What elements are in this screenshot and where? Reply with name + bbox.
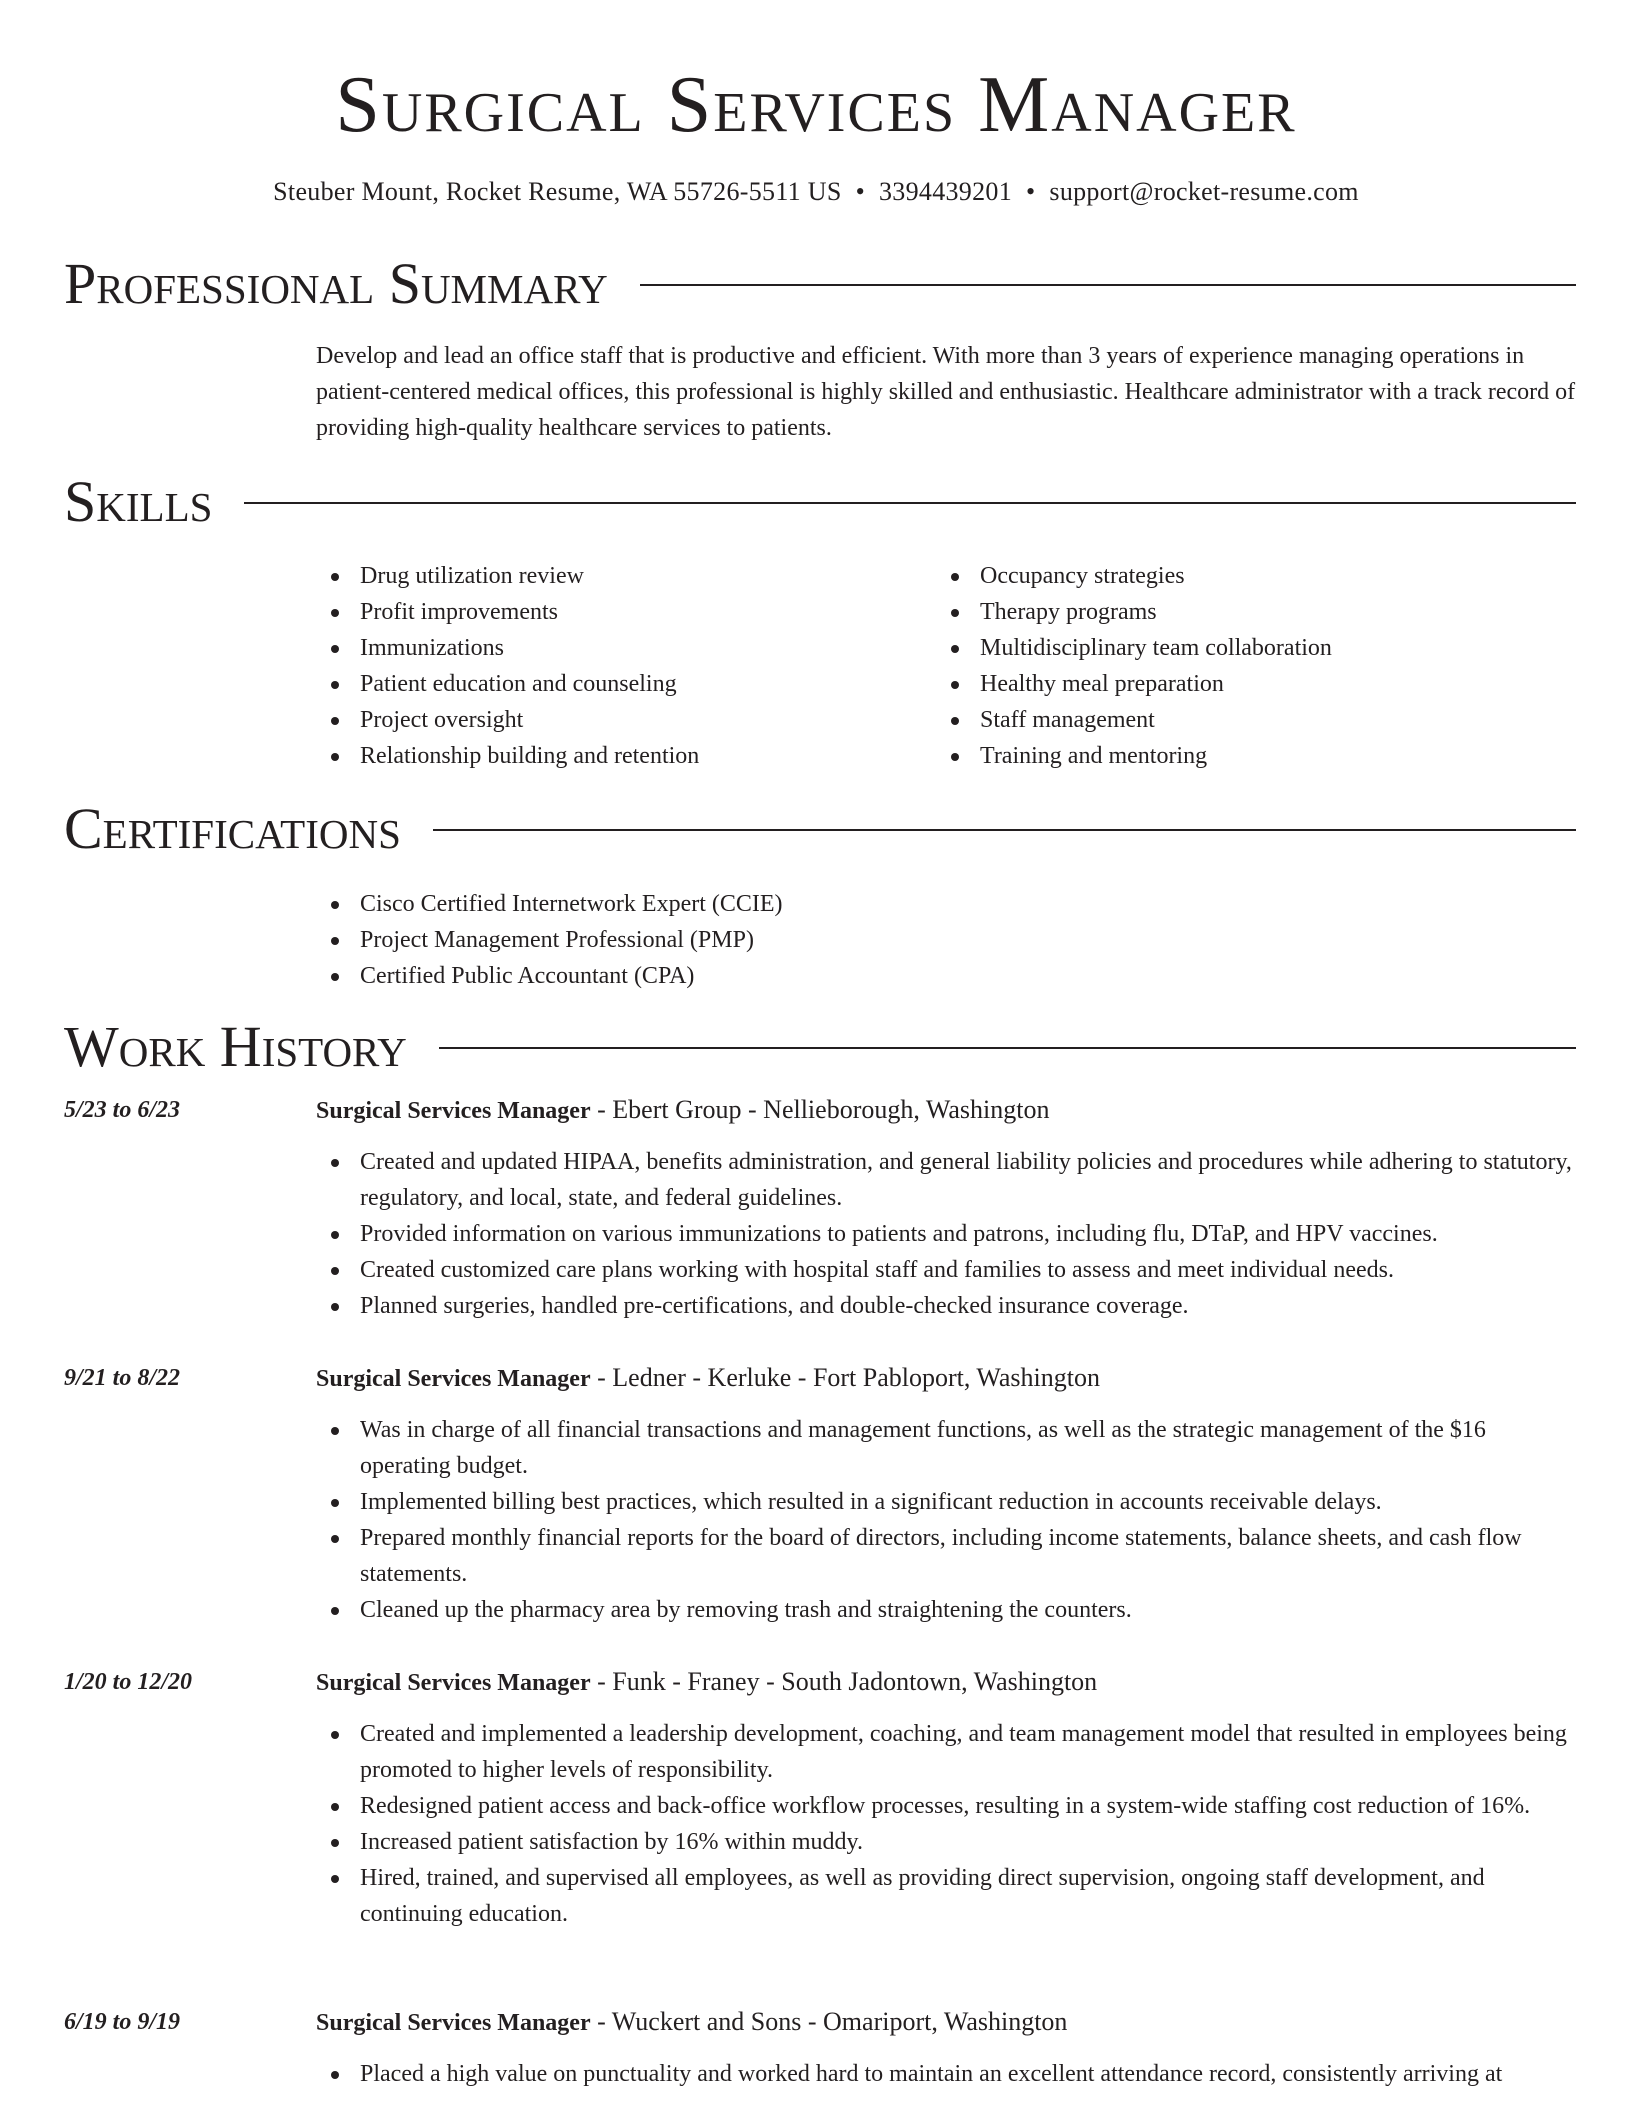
skill-item: Training and mentoring xyxy=(936,738,1576,774)
duty-item: Increased patient satisfaction by 16% within muddy. xyxy=(316,1824,1578,1860)
duty-item: Planned surgeries, handled pre-certifications, and double-checked insurance coverage. xyxy=(316,1288,1578,1324)
skill-item: Occupancy strategies xyxy=(936,558,1576,594)
skill-item: Relationship building and retention xyxy=(316,738,916,774)
skill-item: Staff management xyxy=(936,702,1576,738)
section-divider xyxy=(244,502,1576,504)
job-company: - Wuckert and Sons - Omariport, Washington xyxy=(590,2007,1068,2036)
job-dates: 1/20 to 12/20 xyxy=(64,1669,193,1695)
duty-item: Implemented billing best practices, which resulted in a significant reduction in accounts receivable delays. xyxy=(316,1484,1578,1520)
skill-item: Healthy meal preparation xyxy=(936,666,1576,702)
job-duties xyxy=(316,2056,1578,2092)
section-divider xyxy=(640,284,1576,286)
duty-item: Was in charge of all financial transactions and management functions, as well as the strategic management of the $16 operating budget. xyxy=(316,1412,1578,1484)
skill-item: Therapy programs xyxy=(936,594,1576,630)
job-company: - Funk - Franey - South Jadontown, Washington xyxy=(590,1667,1098,1696)
skill-item: Patient education and counseling xyxy=(316,666,916,702)
certifications-list xyxy=(316,886,1416,994)
job-heading xyxy=(316,2004,1578,2041)
duty-item: Created customized care plans working with hospital staff and families to assess and meet individual needs. xyxy=(316,1252,1578,1288)
skills-list-left xyxy=(316,558,916,774)
section-header-certifications xyxy=(64,797,1576,861)
section-header-work-history xyxy=(64,1015,1576,1079)
duty-item: Placed a high value on punctuality and worked hard to maintain an excellent attendance record, consistently arriving at xyxy=(316,2056,1578,2092)
job-heading xyxy=(316,1664,1578,1701)
duty-item: Created and implemented a leadership development, coaching, and team management model that resulted in employees being promoted to higher levels of responsibility. xyxy=(316,1716,1578,1788)
duty-item: Hired, trained, and supervised all employees, as well as providing direct supervision, ongoing staff development, and continuing education. xyxy=(316,1860,1578,1932)
section-title: Certifications xyxy=(64,796,401,861)
contact-line xyxy=(0,174,1632,210)
job-company: - Ebert Group - Nellieborough, Washington xyxy=(590,1095,1050,1124)
job-duties xyxy=(316,1144,1578,1324)
section-divider xyxy=(439,1047,1576,1049)
duty-item: Provided information on various immunizations to patients and patrons, including flu, DTaP, and HPV vaccines. xyxy=(316,1216,1578,1252)
job-company: - Ledner - Kerluke - Fort Pabloport, Washington xyxy=(590,1363,1100,1392)
duty-item: Cleaned up the pharmacy area by removing trash and straightening the counters. xyxy=(316,1592,1578,1628)
job-dates: 6/19 to 9/19 xyxy=(64,2009,181,2035)
section-title: Skills xyxy=(64,469,213,534)
skill-item: Immunizations xyxy=(316,630,916,666)
section-header-summary xyxy=(64,252,1576,316)
skill-item: Profit improvements xyxy=(316,594,916,630)
duty-item: Created and updated HIPAA, benefits administration, and general liability policies and procedures while adhering to statutory, regulatory, and local, state, and federal guidelines. xyxy=(316,1144,1578,1216)
skill-item: Multidisciplinary team collaboration xyxy=(936,630,1576,666)
job-role: Surgical Services Manager xyxy=(316,1670,591,1696)
contact-address: Steuber Mount, Rocket Resume, WA 55726-5511 US xyxy=(273,177,842,206)
skills-list-right xyxy=(936,558,1576,774)
section-title: Work History xyxy=(64,1014,407,1079)
job-duties xyxy=(316,1716,1578,1932)
job-role: Surgical Services Manager xyxy=(316,1098,591,1124)
certification-item: Project Management Professional (PMP) xyxy=(316,922,1416,958)
job-role: Surgical Services Manager xyxy=(316,1366,591,1392)
duty-item: Redesigned patient access and back-office workflow processes, resulting in a system-wide staffing cost reduction of 16%. xyxy=(316,1788,1578,1824)
job-dates: 9/21 to 8/22 xyxy=(64,1365,181,1391)
job-heading xyxy=(316,1092,1578,1129)
job-role: Surgical Services Manager xyxy=(316,2010,591,2036)
certification-item: Certified Public Accountant (CPA) xyxy=(316,958,1416,994)
section-divider xyxy=(433,829,1576,831)
skill-item: Drug utilization review xyxy=(316,558,916,594)
duty-item: Prepared monthly financial reports for the board of directors, including income statements, balance sheets, and cash flow statements. xyxy=(316,1520,1578,1592)
contact-separator: • xyxy=(1026,177,1036,206)
job-duties xyxy=(316,1412,1578,1628)
contact-email: support@rocket-resume.com xyxy=(1049,177,1359,206)
section-header-skills xyxy=(64,470,1576,534)
skill-item: Project oversight xyxy=(316,702,916,738)
contact-separator: • xyxy=(855,177,865,206)
resume-name-title: Surgical Services Manager xyxy=(335,61,1297,149)
section-title: Professional Summary xyxy=(64,251,608,316)
job-heading xyxy=(316,1360,1578,1397)
job-dates: 5/23 to 6/23 xyxy=(64,1097,181,1123)
certification-item: Cisco Certified Internetwork Expert (CCIE) xyxy=(316,886,1416,922)
contact-phone: 3394439201 xyxy=(879,177,1012,206)
summary-text: Develop and lead an office staff that is productive and efficient. With more than 3 years of experience managing operations in patient-centered medical offices, this professional is highly skilled and enthusiastic. Healthcare administrator with a track record of providing high-quality healthcare services to patients. xyxy=(316,343,1576,441)
